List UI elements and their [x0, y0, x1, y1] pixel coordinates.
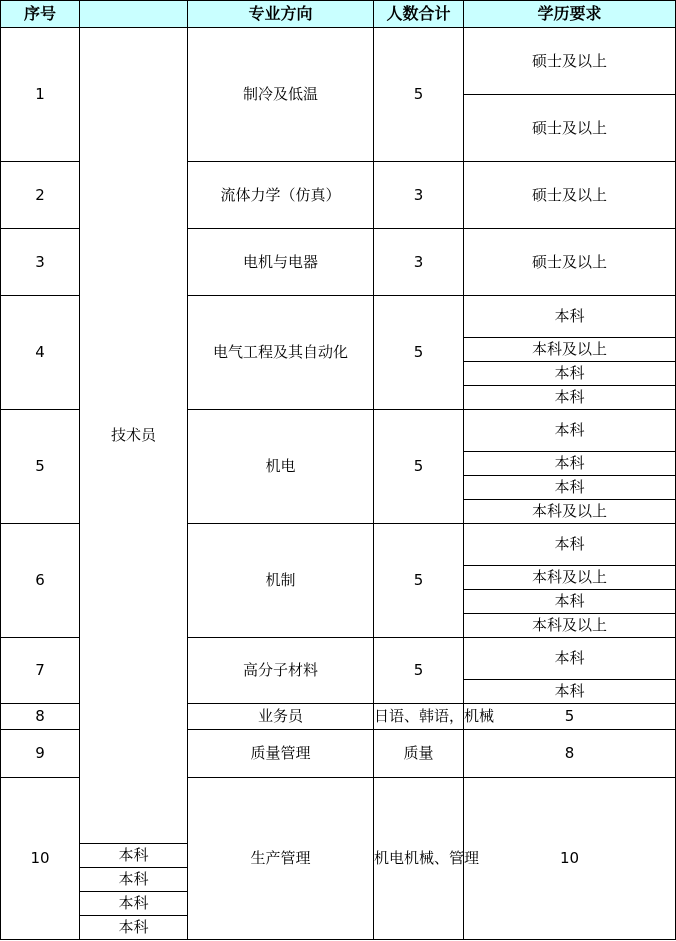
major-cell: 日语、韩语，机械: [374, 704, 464, 730]
category-cell: 质量管理: [188, 730, 374, 778]
education-cell: 本科及以上: [464, 614, 676, 638]
row-index: 10: [1, 778, 80, 940]
row-index: 2: [1, 162, 80, 229]
headcount-cell: 5: [374, 28, 464, 162]
major-cell: 质量: [374, 730, 464, 778]
education-cell: 本科: [464, 638, 676, 680]
headcount-cell: 8: [464, 730, 676, 778]
education-cell: 本科及以上: [464, 566, 676, 590]
headcount-cell: 5: [464, 704, 676, 730]
education-cell: 本科: [464, 410, 676, 452]
header-major: 专业方向: [188, 1, 374, 28]
major-cell: 制冷及低温: [188, 28, 374, 162]
education-cell: 本科: [464, 680, 676, 704]
education-cell: 本科: [80, 868, 188, 892]
education-cell: 本科: [464, 452, 676, 476]
education-cell: 本科及以上: [464, 338, 676, 362]
header-row: [1, 1, 676, 28]
education-cell: 本科: [80, 916, 188, 940]
headcount-cell: 5: [374, 638, 464, 704]
education-cell: 本科: [464, 296, 676, 338]
education-cell: 本科: [464, 362, 676, 386]
education-cell: 硕士及以上: [464, 229, 676, 296]
headcount-cell: 5: [374, 524, 464, 638]
header-category: [80, 1, 188, 28]
major-cell: 电机与电器: [188, 229, 374, 296]
category-cell: 业务员: [188, 704, 374, 730]
headcount-cell: 5: [374, 296, 464, 410]
row-index: 3: [1, 229, 80, 296]
education-cell: 本科: [464, 590, 676, 614]
headcount-cell: 3: [374, 162, 464, 229]
education-cell: 硕士及以上: [464, 162, 676, 229]
headcount-cell: 3: [374, 229, 464, 296]
education-cell: 硕士及以上: [464, 28, 676, 95]
row-index: 5: [1, 410, 80, 524]
header-index: 序号: [1, 1, 80, 28]
row-index: 6: [1, 524, 80, 638]
row-index: 1: [1, 28, 80, 162]
major-cell: 电气工程及其自动化: [188, 296, 374, 410]
row-index: 7: [1, 638, 80, 704]
education-cell: 硕士及以上: [464, 95, 676, 162]
headcount-cell: 5: [374, 410, 464, 524]
education-cell: 本科: [80, 844, 188, 868]
major-cell: 机制: [188, 524, 374, 638]
header-education: 学历要求: [464, 1, 676, 28]
education-cell: 本科: [464, 386, 676, 410]
education-cell: 本科: [464, 476, 676, 500]
row-index: 8: [1, 704, 80, 730]
major-cell: 机电: [188, 410, 374, 524]
table-row: [1, 28, 676, 95]
row-index: 4: [1, 296, 80, 410]
education-cell: 本科: [80, 892, 188, 916]
headcount-cell: 10: [464, 778, 676, 940]
education-cell: 本科: [464, 524, 676, 566]
major-cell: 流体力学（仿真）: [188, 162, 374, 229]
category-cell: 技术员: [80, 28, 188, 844]
major-cell: 高分子材料: [188, 638, 374, 704]
row-index: 9: [1, 730, 80, 778]
category-cell: 生产管理: [188, 778, 374, 940]
major-cell: 机电机械、管理: [374, 778, 464, 940]
header-headcount: 人数合计: [374, 1, 464, 28]
education-cell: 本科及以上: [464, 500, 676, 524]
